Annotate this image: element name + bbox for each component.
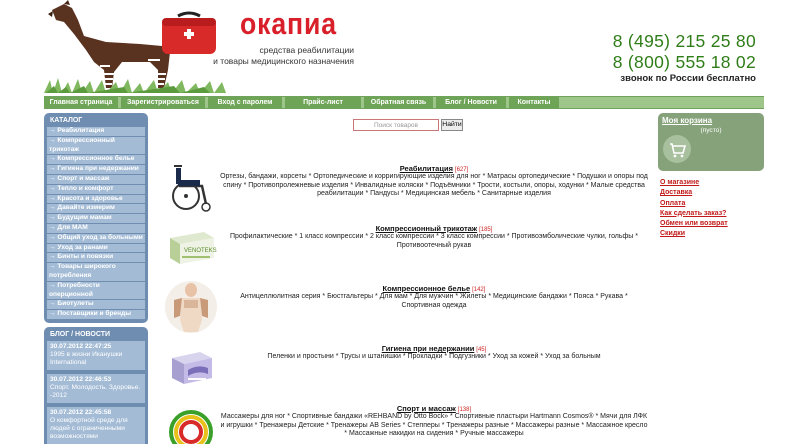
brand-logo-text[interactable]: окапиа <box>240 6 337 41</box>
category-description: Массажеры для ног * Спортивные бандажи «REHBAND by Otto Bock» * Спортивные пластыри Hartmann Cosmos® * Мячи для ЛФК и игрушки * Тренажеры Детские * Тренажеры AB Series * Степперы * Тренажеры разные * Массажеры разные * Массажное кресло * Массажные накидки на сидения * Ручные массажеры <box>220 413 648 438</box>
category-card-incontinence <box>160 340 650 400</box>
compression-box-icon[interactable] <box>164 220 218 274</box>
catalog-item-rehabilitation[interactable]: → Реабилитация <box>47 127 145 137</box>
link-payment[interactable]: Оплата <box>660 199 686 207</box>
catalog-item-wound-care[interactable]: → Уход за ранами <box>47 244 145 254</box>
category-count: [627] <box>454 167 469 173</box>
news-date: 30.07.2012 22:45:58 <box>50 408 112 416</box>
left-sidebar <box>44 113 148 444</box>
category-body <box>220 224 648 250</box>
category-body <box>220 164 648 199</box>
category-card-rehabilitation <box>160 160 650 220</box>
nav-home[interactable]: Главная страница <box>44 97 121 108</box>
cart-status: (пусто) <box>700 127 722 134</box>
nav-login[interactable]: Вход с паролем <box>208 97 285 108</box>
underwear-model-icon[interactable] <box>164 280 218 334</box>
news-date: 30.07.2012 22:46:53 <box>50 375 112 383</box>
category-description: Ортезы, бандажи, корсеты * Ортопедические и корригирующие изделия для ног * Матрасы ортопедические * Подушки и опоры под спину * Противопролежневые изделия * Инвалидные коляски * Подъёмники * Трости, костыли, опоры, ходунки * Малые средства реабилитации * Пандусы * Медицинская мебель * Санитарные изделия <box>220 173 648 198</box>
nav-contacts[interactable]: Контакты <box>509 97 562 108</box>
news-item <box>47 407 145 444</box>
nav-register[interactable]: Зарегистрироваться <box>121 97 208 108</box>
catalog-item-compression-underwear[interactable]: → Компрессионное белье <box>47 155 145 165</box>
cart-icon-circle <box>663 135 691 163</box>
catalog-item-suppliers-brands[interactable]: → Поставщики и бренды <box>47 310 145 320</box>
category-description: Пеленки и простыни * Трусы и штанишки * Прокладки * Подгузники * Уход за кожей * Уход за больным <box>267 353 601 360</box>
top-navigation <box>44 96 764 109</box>
catalog-box <box>44 113 148 323</box>
catalog-item-operating-room[interactable]: → Потребности оперционной <box>47 282 145 301</box>
category-count: [185] <box>479 227 493 233</box>
category-title[interactable]: Компрессионное белье <box>382 284 471 293</box>
category-count: [142] <box>472 287 486 293</box>
search-input[interactable] <box>353 119 439 131</box>
link-exchange-return[interactable]: Обмен или возврат <box>660 220 728 228</box>
nav-blog[interactable]: Блог / Новости <box>436 97 509 108</box>
category-title[interactable]: Реабилитация <box>399 164 453 173</box>
catalog-item-warmth-comfort[interactable]: → Тепло и комфорт <box>47 185 145 195</box>
search-bar <box>353 119 463 131</box>
category-count: [138] <box>457 407 472 413</box>
catalog-item-consumer-goods[interactable]: → Товары широкого потребления <box>47 263 145 282</box>
news-item <box>47 341 145 370</box>
link-discounts[interactable]: Скидки <box>660 230 686 238</box>
tagline-line-2: и товары медицинского назначения <box>213 56 354 66</box>
phone-free: 8 (800) 555 18 02 <box>612 52 756 72</box>
catalog-item-measure[interactable]: → Давайте измерим <box>47 204 145 214</box>
catalog-item-sport-massage[interactable]: → Спорт и массаж <box>47 175 145 185</box>
news-link[interactable]: Спорт. Молодость. Здоровье. -2012 <box>50 383 141 399</box>
category-body <box>220 284 648 310</box>
svg-text:VENOTEKS: VENOTEKS <box>184 248 217 254</box>
category-body <box>220 344 648 362</box>
search-button[interactable]: Найти <box>441 119 463 131</box>
massage-rings-icon[interactable] <box>164 400 218 444</box>
catalog-item-bandages[interactable]: → Бинты и повязки <box>47 253 145 263</box>
hygiene-pack-icon[interactable] <box>164 340 218 394</box>
category-title[interactable]: Гигиена при недержании <box>381 344 475 353</box>
news-date: 30.07.2012 22:47:25 <box>50 342 112 350</box>
category-card-sport-massage <box>160 400 650 444</box>
phone-note: звонок по России бесплатно <box>620 73 756 84</box>
category-description: Профилактические * 1 класс компрессии * 2 класс компрессии * 3 класс компрессии * Противоэмболические чулки, гольфы * Противоотечный рукав <box>230 233 638 249</box>
category-count: [45] <box>476 347 487 353</box>
catalog-item-patient-care[interactable]: → Общий уход за больными <box>47 234 145 244</box>
news-title: БЛОГ / НОВОСТИ <box>50 330 111 338</box>
nav-feedback[interactable]: Обратная связь <box>364 97 436 108</box>
link-about-shop[interactable]: О магазине <box>660 179 700 186</box>
wheelchair-icon[interactable] <box>164 160 218 214</box>
catalog-item-beauty-health[interactable]: → Красота и здоровье <box>47 195 145 205</box>
catalog-item-incontinence[interactable]: → Гигиена при недержании <box>47 165 145 175</box>
category-card-compression-underwear <box>160 280 650 340</box>
cart-title-link[interactable]: Моя корзина <box>662 116 713 125</box>
site-header <box>0 0 800 96</box>
product-category-list <box>160 160 650 444</box>
catalog-title: КАТАЛОГ <box>50 117 83 124</box>
news-item <box>47 374 145 403</box>
news-box <box>44 327 148 444</box>
catalog-item-biotoilets[interactable]: → Биотулеты <box>47 300 145 310</box>
category-title[interactable]: Компрессионный трикотаж <box>375 224 478 233</box>
catalog-item-for-moms[interactable]: → Для МАМ <box>47 224 145 234</box>
shopping-cart-box <box>658 113 764 171</box>
link-delivery[interactable]: Доставка <box>660 189 693 197</box>
news-link[interactable]: О комфортной среде для людей с ограниченными возможностями <box>50 416 128 440</box>
category-title[interactable]: Спорт и массаж <box>396 404 456 413</box>
catalog-item-future-moms[interactable]: → Будущим мамам <box>47 214 145 224</box>
category-body <box>220 404 648 439</box>
contact-phones <box>613 31 756 85</box>
category-card-compression-knit <box>160 220 650 280</box>
phone-moscow: 8 (495) 215 25 80 <box>612 31 756 51</box>
category-description: Антицеллюлитная серия * Бюстгальтеры * Для мам * Для мужчин * Жилеты * Медицинские бандажи * Пояса * Рукава * Спортивная одежда <box>240 293 628 309</box>
tagline-line-1: средства реабилитации <box>259 45 354 55</box>
cart-icon[interactable] <box>663 135 691 163</box>
catalog-item-compression-knit[interactable]: → Компрессионный трикотаж <box>47 137 145 156</box>
news-link[interactable]: 1995 в жизни Иканушки International <box>50 350 123 366</box>
brand-tagline <box>204 45 354 67</box>
link-how-to-order[interactable]: Как сделать заказ? <box>660 209 727 217</box>
nav-pricelist[interactable]: Прайс-лист <box>285 97 364 108</box>
info-links <box>660 178 764 240</box>
